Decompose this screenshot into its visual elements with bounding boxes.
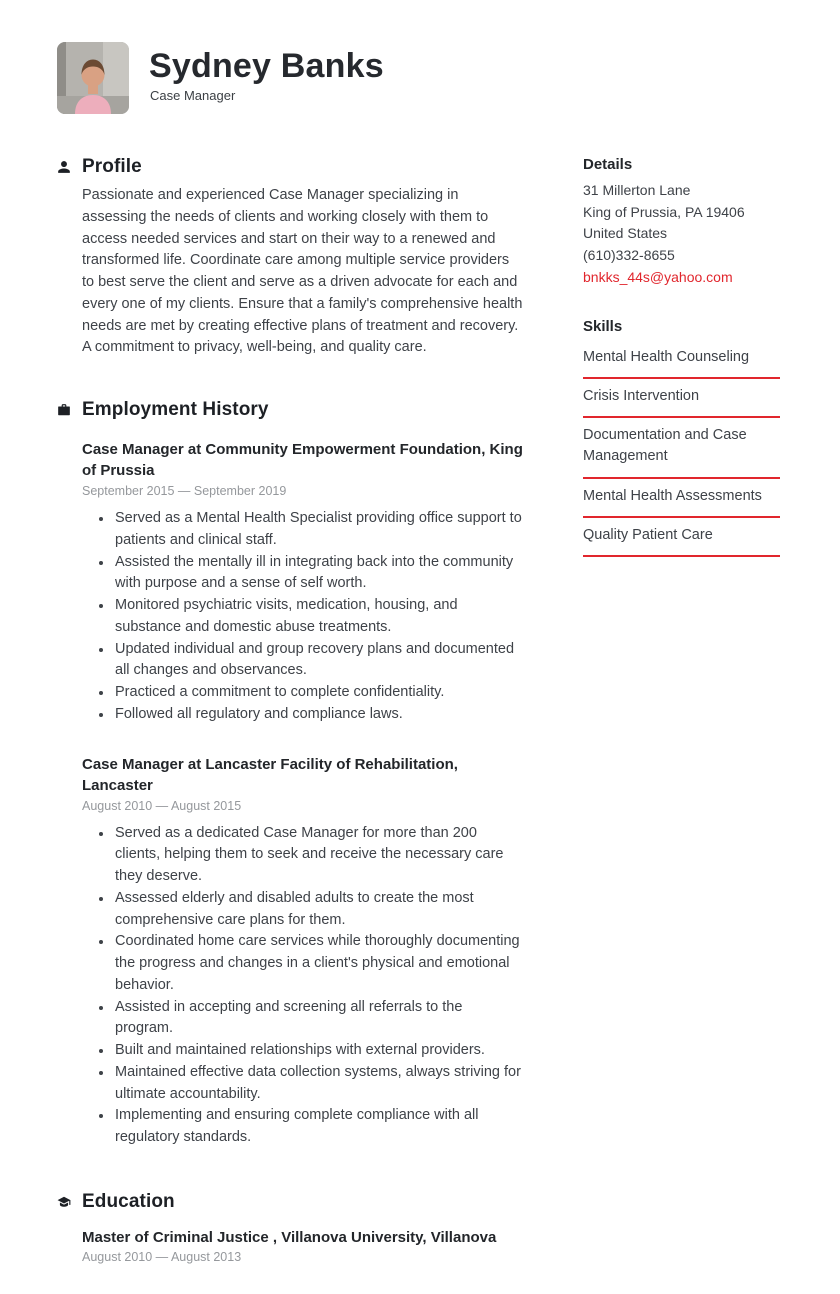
briefcase-icon (57, 403, 71, 417)
person-icon (57, 160, 71, 174)
skill-item: Documentation and Case Management (583, 418, 780, 478)
education-entry (82, 1229, 523, 1264)
employment-body (82, 439, 523, 1149)
email-link[interactable]: bnkks_44s@yahoo.com (583, 268, 733, 285)
profile-body (82, 185, 523, 359)
bullet-item: • Assisted the mentally ill in integrating back into the community with purpose and a sense of self worth. (113, 552, 523, 596)
skills-block (583, 318, 780, 556)
sidebar (583, 156, 780, 557)
bullet-item: • Served as a dedicated Case Manager for more than 200 clients, helping them to seek and receive the necessary care they deserve. (113, 823, 523, 888)
skill-item: Mental Health Assessments (583, 479, 780, 518)
education-body (82, 1229, 523, 1264)
job-entry (82, 439, 523, 726)
details-heading: Details (583, 156, 633, 173)
address-line: King of Prussia, PA 19406 (583, 203, 745, 220)
employment-heading: Employment History (82, 399, 269, 420)
education-section (57, 1191, 523, 1264)
profile-photo (57, 42, 129, 114)
bullet-item: • Built and maintained relationships with external providers. (113, 1040, 523, 1062)
bullet-item: • Maintained effective data collection systems, always striving for ultimate accountability. (113, 1062, 523, 1106)
details-block (583, 156, 780, 288)
employment-section (57, 399, 523, 1149)
bullet-item: • Implementing and ensuring complete compliance with all regulatory standards. (113, 1105, 523, 1149)
skill-item: Mental Health Counseling (583, 342, 780, 379)
job-title: Case Manager at Lancaster Facility of Rehabilitation, Lancaster (82, 755, 458, 794)
bullet-item: • Monitored psychiatric visits, medication, housing, and substance and domestic abuse treatments. (113, 595, 523, 639)
address-line: United States (583, 225, 668, 242)
job-bullet-list (82, 508, 523, 726)
bullet-item: • Followed all regulatory and compliance laws. (113, 704, 523, 726)
bullet-item: • Assisted in accepting and screening all referrals to the program. (113, 997, 523, 1041)
skill-item: Crisis Intervention (583, 379, 780, 418)
profile-section-header (57, 156, 523, 178)
education-section-header (57, 1191, 523, 1213)
profile-heading: Profile (82, 156, 142, 177)
bullet-item: • Updated individual and group recovery plans and documented all changes and observances. (113, 639, 523, 683)
profile-section (57, 156, 523, 359)
candidate-job-title: Case Manager (150, 88, 236, 104)
bullet-item: • Coordinated home care services while thoroughly documenting the progress and changes in a client's physical and emotional behavior. (113, 931, 523, 996)
bullet-item: • Assessed elderly and disabled adults to create the most comprehensive care plans for them. (113, 888, 523, 932)
main-column (57, 156, 523, 1264)
job-dates: August 2010 — August 2015 (82, 798, 242, 813)
graduation-cap-icon (57, 1195, 71, 1209)
candidate-name: Sydney Banks (149, 47, 384, 85)
header-text (149, 42, 384, 103)
job-entry (82, 754, 523, 1149)
job-bullet-list (82, 823, 523, 1149)
job-dates: September 2015 — September 2019 (82, 484, 287, 498)
skills-heading: Skills (583, 318, 623, 336)
employment-section-header (57, 399, 523, 421)
education-heading: Education (82, 1190, 175, 1212)
job-title: Case Manager at Community Empowerment Foundation, King of Prussia (82, 441, 523, 479)
content-columns (57, 156, 780, 1264)
skill-item: Quality Patient Care (583, 518, 780, 557)
profile-text: Passionate and experienced Case Manager specializing in assessing the needs of clients and working closely with them to access needed services and start on their way to a renewed and transformed life. Coordinate care among multiple service providers to best serve the client and serve as a driven advocate for each and every one of my clients. Ensure that a family's comprehensive health needs are met by creating effective plans of treatment and recovery. A commitment to privacy, well-being, and quality care. (82, 187, 523, 356)
resume-header (57, 42, 780, 114)
phone-number: (610)332-8655 (583, 247, 675, 264)
education-dates: August 2010 — August 2013 (82, 1249, 242, 1264)
address-line: 31 Millerton Lane (583, 182, 691, 198)
education-title: Master of Criminal Justice , Villanova University, Villanova (82, 1228, 497, 1246)
bullet-item: • Practiced a commitment to complete confidentiality. (113, 682, 523, 704)
bullet-item: • Served as a Mental Health Specialist providing office support to patients and clinical staff. (113, 508, 523, 552)
